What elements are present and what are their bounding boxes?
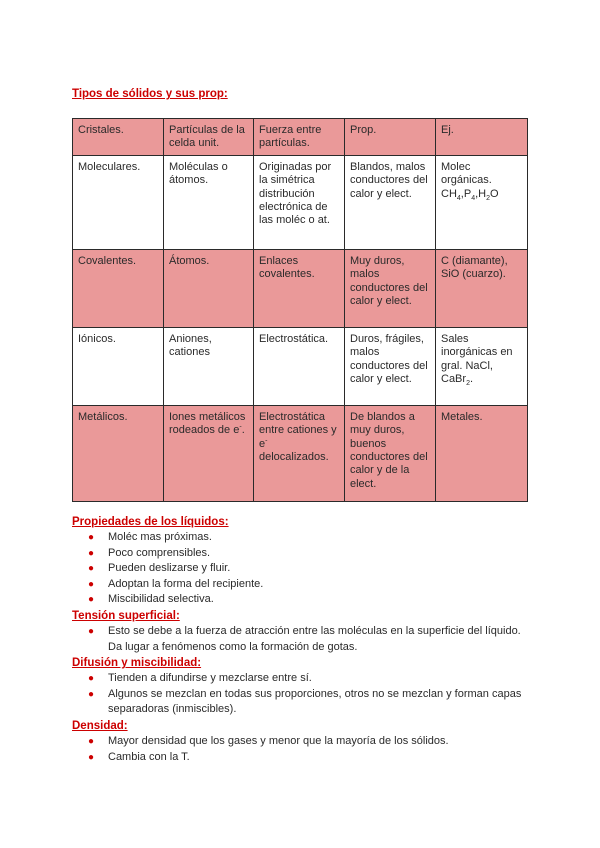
header-cell-particulas: Partículas de la celda unit. (164, 119, 254, 156)
header-cell-cristales: Cristales. (73, 119, 164, 156)
section-title: Difusión y miscibilidad: (72, 657, 202, 670)
table-cell-ejemplo: Metales. (436, 405, 528, 501)
table-cell-ejemplo: C (diamante), SiO (cuarzo). (436, 249, 528, 327)
bullet-list (72, 530, 532, 608)
cell-text: ,H (475, 187, 487, 200)
cell-text: . (469, 373, 474, 386)
list-item-text: Mayor densidad que los gases y menor que la mayoría de los sólidos. (108, 734, 449, 747)
liquid-properties-sections (72, 515, 532, 766)
table-row (73, 327, 528, 405)
bullet-dot-icon: ● (88, 735, 95, 747)
table-row (73, 155, 528, 249)
list-item-text: Tienden a difundirse y mezclarse entre sí. (108, 672, 312, 685)
table-header-row (73, 119, 528, 156)
bullet-dot-icon: ● (88, 532, 95, 543)
table-cell-ejemplo (436, 155, 528, 249)
document-title: Tipos de sólidos y sus prop: (72, 88, 228, 100)
bullet-dot-icon: ● (88, 751, 95, 763)
table-cell-fuerza (254, 405, 345, 501)
list-item-text: Pueden deslizarse y fluir. (108, 562, 231, 575)
list-item-text: Esto se debe a la fuerza de atracción entre las moléculas en la superficie del líquido. Da lugar a fenómenos como la formación de gotas. (108, 624, 521, 653)
header-cell-fuerza: Fuerza entre partículas. (254, 119, 345, 156)
table-cell-particulas: Aniones, cationes (164, 327, 254, 405)
table-row (73, 405, 528, 501)
bullet-dot-icon: ● (88, 625, 95, 637)
list-item (72, 624, 532, 655)
table-cell-particulas (164, 405, 254, 501)
table-cell-cristal: Covalentes. (73, 249, 164, 327)
cell-text: . (241, 424, 245, 437)
list-item (72, 546, 532, 562)
list-item-text: Adoptan la forma del recipiente. (108, 577, 264, 590)
header-cell-ej: Ej. (436, 119, 528, 156)
list-item (72, 750, 532, 766)
table-cell-particulas: Moléculas o átomos. (164, 155, 254, 249)
cell-text: Electrostática entre cationes y e (259, 410, 337, 450)
list-item (72, 671, 532, 687)
list-item (72, 734, 532, 750)
bullet-dot-icon: ● (88, 578, 95, 590)
bullet-list (72, 624, 532, 655)
table-cell-cristal: Iónicos. (73, 327, 164, 405)
table-cell-particulas: Átomos. (164, 249, 254, 327)
section-title: Densidad: (72, 719, 128, 732)
cell-text: O (490, 187, 499, 200)
table-row (73, 249, 528, 327)
table-cell-ejemplo (436, 327, 528, 405)
list-item (72, 561, 532, 577)
list-item (72, 577, 532, 593)
cell-text: Iones metálicos rodeados de e (169, 410, 246, 437)
table-cell-fuerza: Electrostática. (254, 327, 345, 405)
cell-text: Molec orgánicas. CH (441, 160, 492, 200)
section-title: Propiedades de los líquidos: (72, 516, 229, 528)
cell-text: delocalizados. (259, 451, 329, 464)
list-item (72, 687, 532, 718)
subscript: 2 (486, 194, 491, 202)
table-cell-prop: De blandos a muy duros, buenos conductores del calor y de la elect. (345, 405, 436, 501)
bullet-dot-icon: ● (88, 547, 95, 559)
header-cell-prop: Prop. (345, 119, 436, 156)
list-item (72, 592, 532, 608)
bullet-list (72, 671, 532, 718)
superscript: - (239, 423, 242, 431)
table-cell-prop: Muy duros, malos conductores del calor y elect. (345, 249, 436, 327)
cell-text: Sales inorgánicas en gral. NaCl, CaBr (441, 332, 513, 386)
list-item (72, 530, 532, 546)
table-cell-prop: Blandos, malos conductores del calor y elect. (345, 155, 436, 249)
cell-text: ,P (460, 187, 472, 200)
solids-table-body (73, 119, 528, 502)
subscript: 4 (471, 194, 476, 202)
bullet-dot-icon: ● (88, 688, 95, 700)
list-item-text: Poco comprensibles. (108, 546, 211, 559)
section-title: Tensión superficial: (72, 609, 180, 622)
subscript: 2 (466, 380, 470, 388)
bullet-dot-icon: ● (88, 594, 95, 606)
table-cell-prop: Duros, frágiles, malos conductores del calor y elect. (345, 327, 436, 405)
superscript: - (265, 436, 268, 444)
table-cell-fuerza: Originadas por la simétrica distribución electrónica de las moléc o at. (254, 155, 345, 249)
table-cell-cristal: Moleculares. (73, 155, 164, 249)
bullet-list (72, 734, 532, 765)
subscript: 4 (456, 194, 461, 202)
bullet-dot-icon: ● (88, 673, 95, 685)
bullet-dot-icon: ● (88, 563, 95, 575)
solids-table (72, 118, 528, 502)
table-cell-cristal: Metálicos. (73, 405, 164, 501)
list-item-text: Miscibilidad selectiva. (108, 593, 214, 606)
list-item-text: Algunos se mezclan en todas sus proporciones, otros no se mezclan y forman capas separadoras (inmiscibles). (108, 687, 522, 716)
list-item-text: Moléc mas próximas. (108, 531, 212, 543)
table-cell-fuerza: Enlaces covalentes. (254, 249, 345, 327)
list-item-text: Cambia con la T. (108, 750, 190, 763)
